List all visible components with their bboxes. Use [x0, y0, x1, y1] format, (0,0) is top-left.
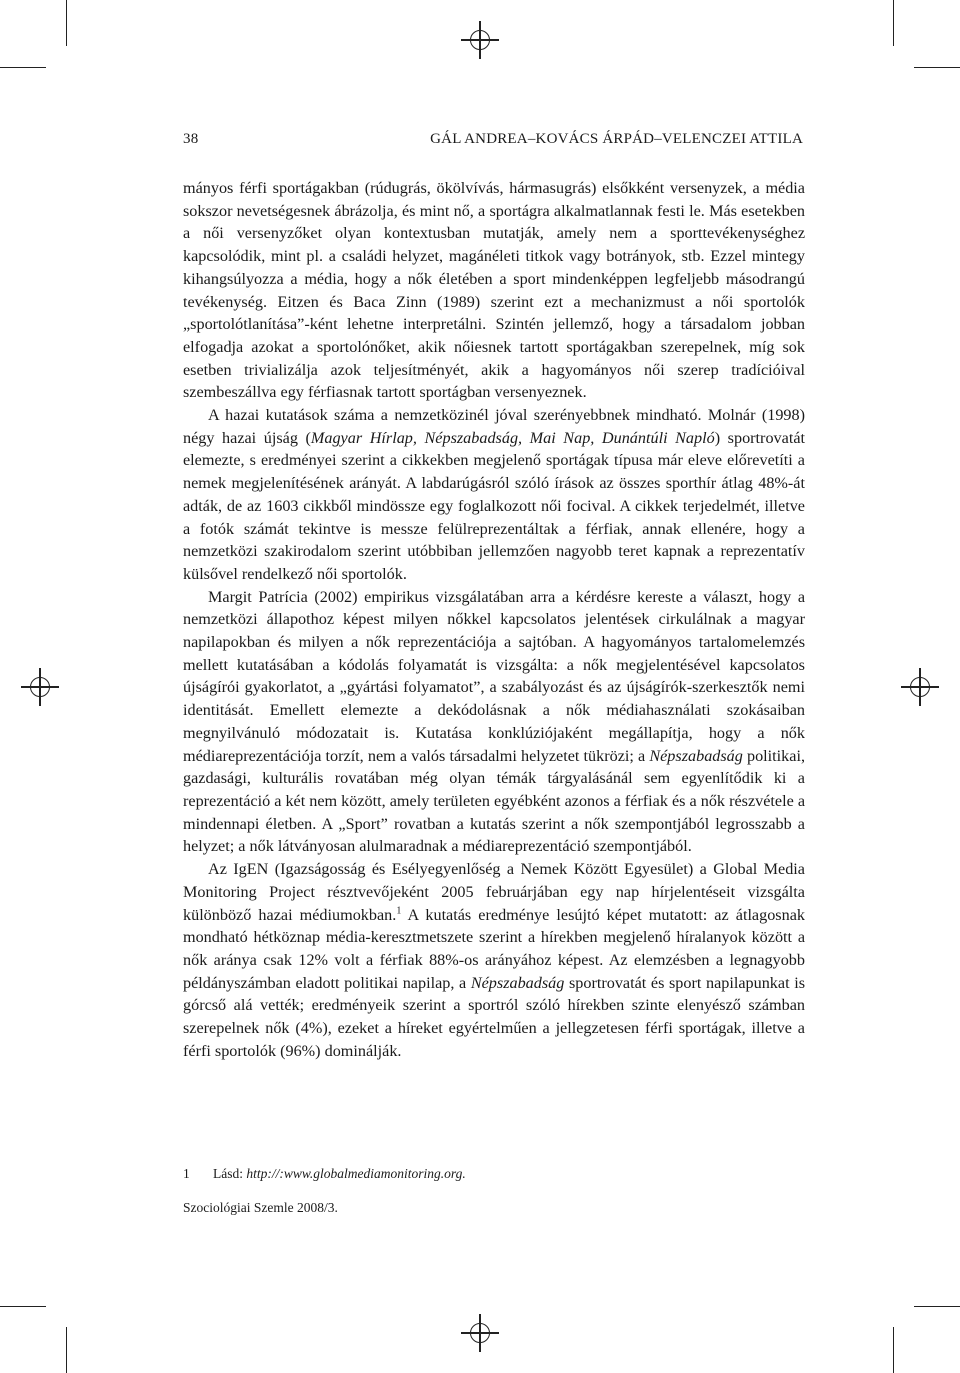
footnote-url: http://:www.globalmediamonitoring.org.	[246, 1166, 466, 1181]
text-run: ) sportrovatát elemezte, s eredményei szerint a cikkekben megjelenő sportágak típusa már eleve előrevetíti a nemek megjelenítésének arányát. A labdarúgásról szóló írások az összes sporthír átlag 48%-át adták, de az 1603 cikkből mindössze egy foglalkozott női focival. A cikkek terjedelmét, illetve a fotók számát tekintve is messze felülreprezentáltak a férfiak, annak ellenére, hogy a nemzetközi szakirodalom szerint utóbbiban jellemzően nagyobb teret kapnak a reprezentatív külsővel rendelkező női sportolók.	[183, 428, 805, 583]
footnote-label: Lásd:	[213, 1166, 247, 1181]
running-head-authors: GÁL ANDREA–KOVÁCS ÁRPÁD–VELENCZEI ATTILA	[430, 131, 803, 147]
text-run: sportrovatát és sport napilapunkat is górcső alá vették; eredményeik szerint a sportról szóló hírekben szinte elenyésző számban szerepelnek nők (4%), ezeket a híreket egyértelműen a jellegzetesen férfi sportágak, illetve a férfi sportolók (96%) dominálják.	[183, 973, 805, 1060]
footnote-number: 1	[183, 1166, 190, 1181]
crop-mark-top-left-h	[0, 67, 46, 68]
text-run: Margit Patrícia (2002) empirikus vizsgálatában arra a kérdésre kereste a választ, hogy a nemzetközi állapothoz képest milyen nőkkel kapcsolatos jelentések cirkulálnak a magyar napilapokban és milyen a nők reprezentációja a sajtóban. A hagyományos tartalomelemzés mellett kutatásában a kódolás folyamatát is vizsgálta: a nők megjelentésével kapcsolatos újságírói gyakorlatot, a „gyártási folyamatot”, a szabályozást és az újságírók-szerkesztők nemi identitását. Emellett elemezte a dekódolásnak a nők médiahasználati szokásaiban megnyilvánuló módozatait is. Kutatása konklúziójaként megállapítja, hogy a nők médiareprezentációja torzít, nem a valós társadalmi helyzetet tükrözi; a	[183, 587, 805, 765]
footnote-ref: 1	[396, 905, 402, 917]
journal-issue: Szociológiai Szemle 2008/3.	[183, 1200, 338, 1215]
registration-mark-top	[470, 30, 490, 50]
italic-text: Népszabadság	[649, 746, 743, 765]
italic-text: Magyar Hírlap, Népszabadság, Mai Nap, Dunántúli Napló	[310, 428, 715, 447]
page-number: 38	[183, 131, 199, 147]
text-run: politikai, gazdasági, kulturális rovatában még olyan témák tárgyalásánál sem egyenlítődik ki a reprezentáció a két nem között, amely területen egyébként azonos a férfiak és a nők részvétele a mindennapi életben. A „Sport” rovatban a kutatás szerint a nők szempontjából legrosszabb a helyzet; a nők látványosan alulmaradnak a médiareprezentáció szempontjából.	[183, 746, 806, 856]
text-run: Az IgEN (Igazságosság és Esélyegyenlőség a Nemek Között Egyesület) a Global Media Monitoring Project résztvevőjeként 2005 februárjában egy nap hírjelentéseit vizsgálta különböző hazai médiumokban.	[183, 860, 805, 924]
registration-mark-left	[30, 677, 50, 697]
text-run: A hazai kutatások száma a nemzetközinél jóval szerényebbnek mindható. Molnár (1998) négy hazai újság (	[183, 406, 805, 447]
crop-mark-top-left-v	[66, 0, 67, 46]
footnote	[183, 1166, 803, 1182]
crop-mark-bottom-left-v	[66, 1327, 67, 1373]
article-body	[183, 177, 805, 1062]
paragraph	[183, 858, 805, 1062]
paragraph	[183, 586, 805, 858]
crop-mark-top-right-h	[914, 67, 960, 68]
crop-mark-bottom-right-v	[893, 1327, 894, 1373]
registration-mark-right	[910, 677, 930, 697]
crop-mark-bottom-right-h	[914, 1306, 960, 1307]
paragraph	[183, 177, 805, 404]
crop-mark-top-right-v	[893, 0, 894, 46]
registration-mark-bottom	[470, 1323, 490, 1343]
text-run: A kutatás eredménye lesújtó képet mutatott: az átlagosnak mondható hétköznap média-keresztmetszete szerint a hírekben megjelenő híralanyok között a nők aránya csak 12% volt a férfiak 88%-os arányához képest. Az elemzésben a legnagyobb példányszámban eladott politikai napilap, a	[183, 905, 805, 992]
text-run: mányos férfi sportágakban (rúdugrás, ökölvívás, hármasugrás) elsőkként versenyzek, a média sokszor nevetségesnek ábrázolja, és mint nő, a sportágra alkalmatlannak festi le. Más esetekben a női versenyzőket olyan kontextusban mutatják, amely nem a sporttevékenységhez kapcsolódik, mint pl. a családi helyzet, magánéleti titkok vagy botrányok, stb. Ezzel mintegy kihangsúlyozza a média, hogy a nők életében a sport mindenképpen legfeljebb másodrangú tevékenység. Eitzen és Baca Zinn (1989) szerint ezt a mechanizmust a női sportolók „sportolótlanítása”-ként lehetne interpretálni. Szintén jellemző, hogy a társadalom jobban elfogadja azokat a sportolónőket, akik nőiesnek tartott sportágakban szerepelnek, míg sok esetben trivializálja azok teljesítményét, akik a hagyományos női szerep tradícióival szembeszállva egy férfiasnak tartott sportágban versenyeznek.	[183, 179, 805, 402]
paragraph	[183, 404, 805, 586]
italic-text: Népszabadság	[470, 973, 565, 992]
crop-mark-bottom-left-h	[0, 1306, 46, 1307]
